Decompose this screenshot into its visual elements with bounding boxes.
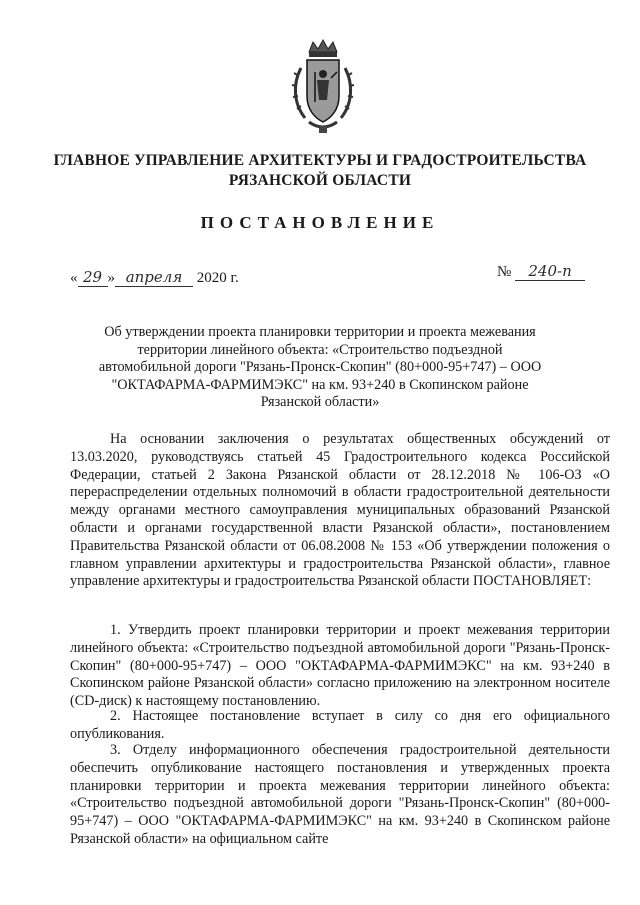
body-paragraph-item-2: 2. Настоящее постановление вступает в силу со дня его официального опубликования.: [70, 708, 610, 742]
organization-name-line2: РЯЗАНСКОЙ ОБЛАСТИ: [228, 172, 412, 189]
date-close-quote: »: [107, 270, 115, 286]
number-handwritten: 240-п: [515, 262, 585, 281]
document-number: [497, 262, 585, 281]
document-title: Об утверждении проекта планировки территории и проекта межевания территории линейного объекта: «Строительство подъездной автомобильной дороги "Рязань-Пронск-Скопин" (80+000-95+747) – ООО "ОКТАФАРМА-ФАРМИМЭКС" на км. 93+240 в Скопинском районе Рязанской области»: [98, 324, 542, 410]
body-paragraph-preamble: На основании заключения о результатах общественных обсуждений от 13.03.2020, руководствуясь статьей 45 Градостроительного кодекса Российской Федерации, статьей 2 Закона Рязанской области от 28.12.2018 № 106-ОЗ «О перераспределении отдельных полномочий в области градостроительной деятельности между органами местного самоуправления муниципальных образований Рязанской области и органами государственной власти Рязанской области», постановлением Правительства Рязанской области от 06.08.2008 № 153 «Об утверждении положения о главном управлении архитектуры и градостроительства Рязанской области», главное управление архитектуры и градостроительства Рязанской области ПОСТАНОВЛЯЕТ:: [70, 431, 610, 590]
coat-of-arms-emblem: [291, 38, 355, 136]
body-paragraph-item-3: 3. Отделу информационного обеспечения градостроительной деятельности обеспечить опубликование настоящего постановления и утвержденных проекта планировки территории и проекта межевания территории линейного объекта: «Строительство подъездной автомобильной дороги "Рязань-Пронск-Скопин" (80+000-95+747) – ООО "ОКТАФАРМА-ФАРМИМЭКС" на км. 93+240 в Скопинском районе Рязанской области» на официальном сайте: [70, 742, 610, 847]
document-type-heading: ПОСТАНОВЛЕНИЕ: [200, 213, 440, 232]
number-prefix: №: [497, 264, 512, 280]
organization-name-line1: ГЛАВНОЕ УПРАВЛЕНИЕ АРХИТЕКТУРЫ И ГРАДОСТРОИТЕЛЬСТВА: [53, 152, 587, 169]
body-paragraph-item-1: 1. Утвердить проект планировки территории и проект межевания территории линейного объекта: «Строительство подъездной автомобильной дороги "Рязань-Пронск-Скопин" (80+000-95+747) – ООО "ОКТАФАРМА-ФАРМИМЭКС" на км. 93+240 в Скопинском районе Рязанской области» согласно приложению на электронном носителе (CD-диск) к настоящему постановлению.: [70, 622, 610, 710]
date-month-handwritten: апреля: [115, 268, 193, 287]
document-date: [70, 268, 239, 287]
date-year: 2020 г.: [196, 270, 239, 286]
date-open-quote: «: [70, 270, 78, 286]
date-day-handwritten: 29: [78, 268, 108, 287]
